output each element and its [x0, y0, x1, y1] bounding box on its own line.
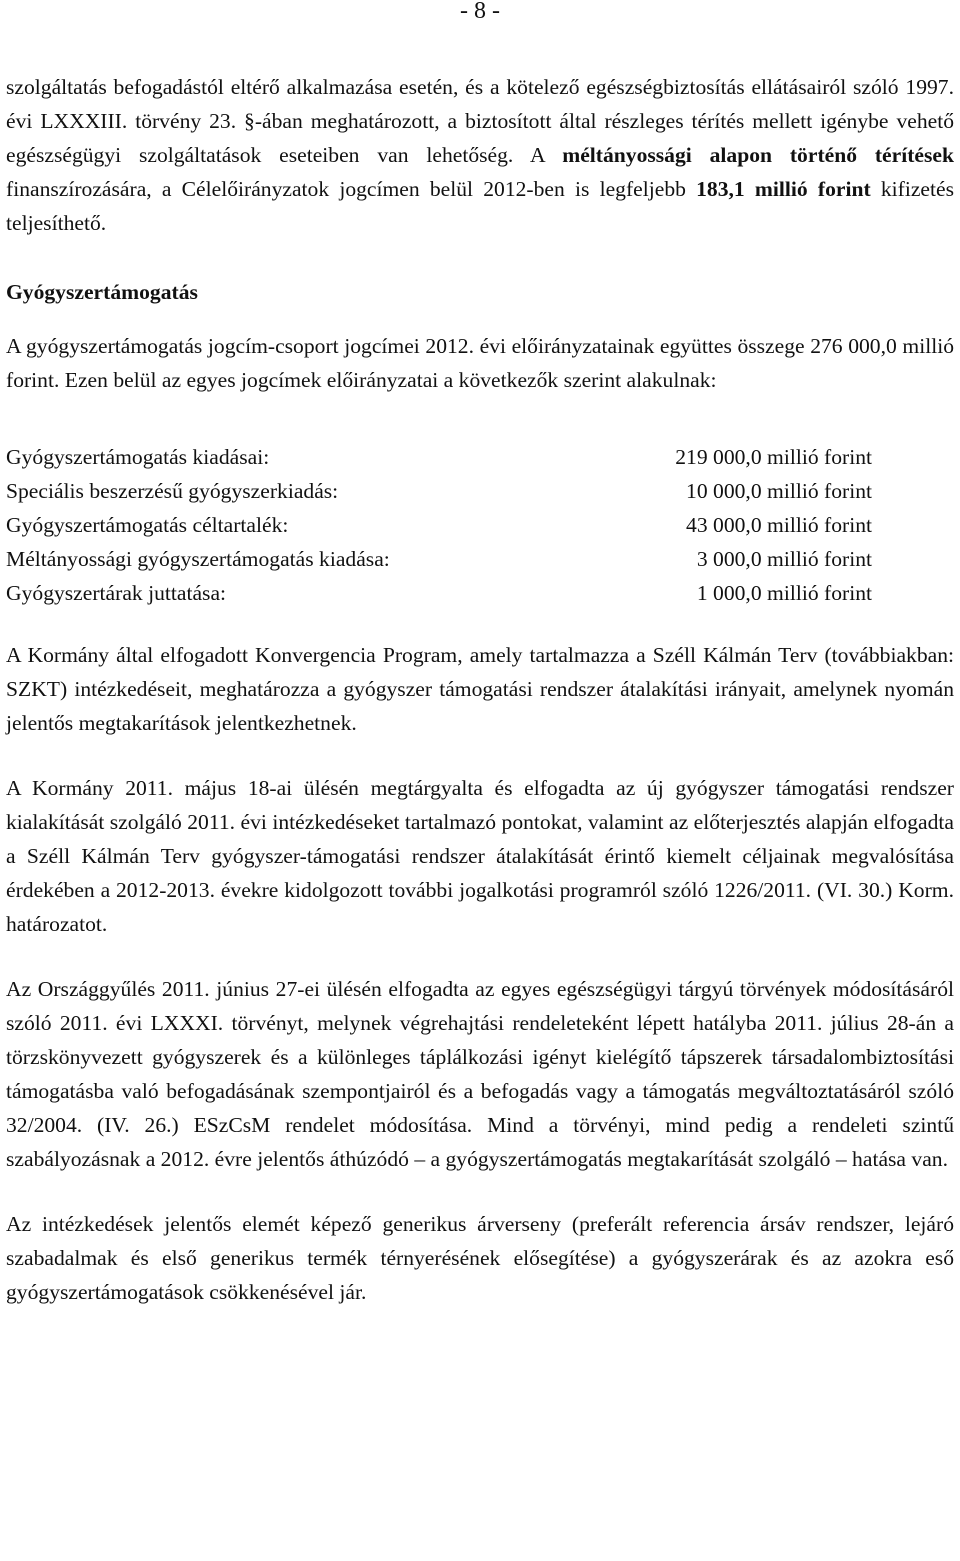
document-body: [6, 70, 954, 1309]
item-value: 3 000,0 millió forint: [696, 547, 872, 571]
paragraph-1-bold-a: méltányossági alapon történő térítések: [562, 143, 954, 167]
paragraph-1-text-b: finanszírozására, a Célelőirányzatok jogcímen belül 2012-ben is legfeljebb: [6, 177, 697, 201]
section-heading: Gyógyszertámogatás: [6, 280, 198, 304]
list-item: [6, 508, 954, 542]
item-label: Gyógyszertámogatás céltartalék:: [6, 513, 289, 537]
appropriation-list: [6, 440, 954, 610]
paragraph-4: A Kormány 2011. május 18-ai ülésén megtárgyalta és elfogadta az új gyógyszer támogatási rendszer kialakítását szolgáló 2011. évi intézkedéseket tartalmazó pontokat, valamint az előterjesztés alapján elfogadta a Széll Kálmán Terv gyógyszer-támogatási rendszer átalakítását érintő kiemelt céljainak megvalósítása érdekében a 2012-2013. évekre kidolgozott további jogalkotási programról szóló 1226/2011. (VI. 30.) Korm. határozatot.: [6, 776, 954, 936]
list-item: [6, 576, 954, 610]
item-label: Gyógyszertámogatás kiadásai:: [6, 445, 270, 469]
paragraph-1-text-c: kifizetés teljesíthető.: [6, 177, 954, 235]
item-value: 43 000,0 millió forint: [686, 513, 872, 537]
paragraph-1: [6, 70, 954, 240]
item-label: Méltányossági gyógyszertámogatás kiadása:: [6, 547, 390, 571]
item-value: 219 000,0 millió forint: [675, 445, 872, 469]
item-value: 10 000,0 millió forint: [686, 479, 872, 503]
paragraph-5: Az Országgyűlés 2011. június 27-ei ülésén elfogadta az egyes egészségügyi tárgyú törvények módosításáról szóló 2011. évi LXXXI. törvényt, melynek végrehajtási rendeleteként lépett hatályba 2011. július 28-án a törzskönyvezett gyógyszerek és a különleges táplálkozási igényt kielégítő tápszerek társadalombiztosítási támogatásba való befogadásának szempontjairól és a befogadás vagy a támogatás megváltoztatásáról szóló 32/2004. (IV. 26.) ESzCsM rendelet módosítása. Mind a törvényi, mind pedig a rendeleti szintű szabályozásnak a 2012. évre jelentős áthúzódó – a gyógyszertámogatás megtakarítását szolgáló – hatása van.: [6, 977, 954, 1171]
page-number: - 8 -: [460, 0, 500, 24]
paragraph-6: Az intézkedések jelentős elemét képező generikus árverseny (preferált referencia ársáv rendszer, lejáró szabadalmak és első generikus termék térnyerésének elősegítése) a gyógyszerárak és az azokra eső gyógyszertámogatások csökkenésével jár.: [6, 1212, 954, 1304]
list-item: [6, 440, 954, 474]
paragraph-1-bold-b: 183,1 millió forint: [696, 177, 871, 201]
paragraph-1-text-a: szolgáltatás befogadástól eltérő alkalmazása esetén, és a kötelező egészségbiztosítás ellátásairól szóló 1997. évi LXXXIII. törvény 23. §-ában meghatározott, a biztosított által részleges térítés mellett igénybe vehető egészségügyi szolgáltatások eseteiben van lehetőség. A: [6, 75, 954, 167]
item-label: Speciális beszerzésű gyógyszerkiadás:: [6, 479, 339, 503]
list-item: [6, 474, 954, 508]
paragraph-3: A Kormány által elfogadott Konvergencia Program, amely tartalmazza a Széll Kálmán Terv (továbbiakban: SZKT) intézkedéseit, meghatározza a gyógyszer támogatási rendszer átalakítási irányait, amelynek nyomán jelentős megtakarítások jelentkezhetnek.: [6, 643, 954, 735]
paragraph-2: A gyógyszertámogatás jogcím-csoport jogcímei 2012. évi előirányzatainak együttes összege 276 000,0 millió forint. Ezen belül az egyes jogcímek előirányzatai a következők szerint alakulnak:: [6, 334, 954, 392]
list-item: [6, 542, 954, 576]
item-value: 1 000,0 millió forint: [696, 581, 872, 605]
item-label: Gyógyszertárak juttatása:: [6, 581, 227, 605]
